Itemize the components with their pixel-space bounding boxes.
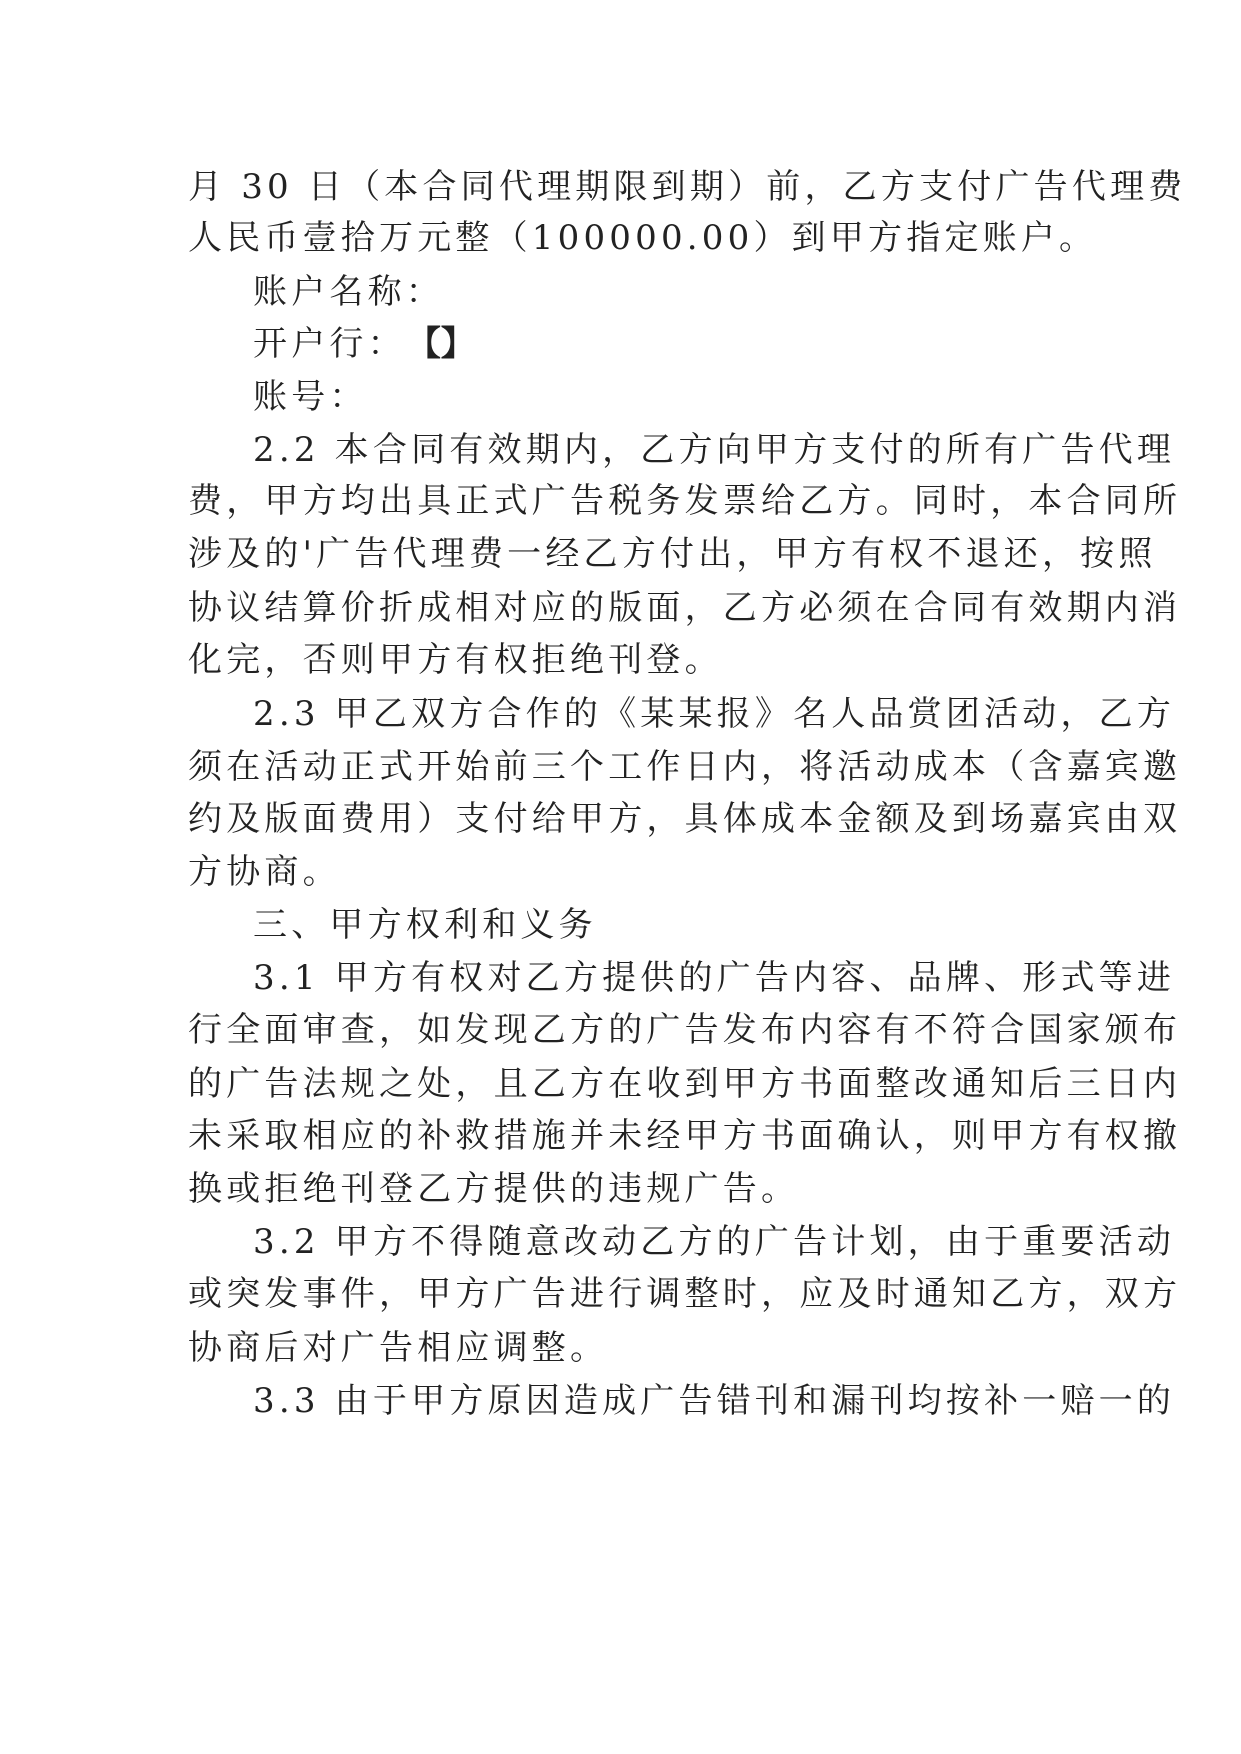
text-line-19: 未采取相应的补救措施并未经甲方书面确认，则甲方有权撤 [188, 1116, 1182, 1156]
clause-3-2: 3.2 甲方不得随意改动乙方的广告计划，由于重要活动 [253, 1222, 1176, 1262]
text-line-18: 的广告法规之处，且乙方在收到甲方书面整改通知后三日内 [188, 1064, 1182, 1104]
text-line-12: 须在活动正式开始前三个工作日内，将活动成本（含嘉宾邀 [188, 747, 1182, 787]
text-line-2: 人民币壹拾万元整（100000.00）到甲方指定账户。 [188, 218, 1098, 258]
bank-label: 开户行： [253, 324, 406, 364]
text-line-22: 或突发事件，甲方广告进行调整时，应及时通知乙方，双方 [188, 1274, 1182, 1314]
account-number-label: 账号： [253, 377, 368, 417]
clause-2-2: 2.2 本合同有效期内，乙方向甲方支付的所有广告代理 [253, 430, 1176, 470]
text-line-13: 约及版面费用）支付给甲方，具体成本金额及到场嘉宾由双 [188, 799, 1182, 839]
bank-line [253, 314, 475, 374]
account-name-label: 账户名称： [253, 272, 444, 312]
text-line-10: 化完，否则甲方有权拒绝刊登。 [188, 640, 723, 680]
text-line-9: 协议结算价折成相对应的版面，乙方必须在合同有效期内消 [188, 588, 1182, 628]
clause-3-3: 3.3 由于甲方原因造成广告错刊和漏刊均按补一赔一的 [253, 1381, 1176, 1421]
text-line-17: 行全面审查，如发现乙方的广告发布内容有不符合国家颁布 [188, 1010, 1182, 1050]
clause-3-1: 3.1 甲方有权对乙方提供的广告内容、品牌、形式等进 [253, 958, 1176, 998]
text-line-20: 换或拒绝刊登乙方提供的违规广告。 [188, 1169, 800, 1209]
text-line-14: 方协商。 [188, 852, 341, 892]
text-line-1: 月 30 日（本合同代理期限到期）前，乙方支付广告代理费 [188, 167, 1187, 207]
text-line-7: 费，甲方均出具正式广告税务发票给乙方。同时，本合同所 [188, 481, 1182, 521]
section-3-heading: 三、甲方权利和义务 [253, 905, 597, 945]
clause-2-3: 2.3 甲乙双方合作的《某某报》名人品赏团活动，乙方 [253, 694, 1176, 734]
text-line-23: 协商后对广告相应调整。 [188, 1328, 609, 1368]
bank-placeholder-bracket: 【】 [423, 324, 475, 364]
text-line-8: 涉及的'广告代理费一经乙方付出，甲方有权不退还，按照 [188, 534, 1157, 574]
